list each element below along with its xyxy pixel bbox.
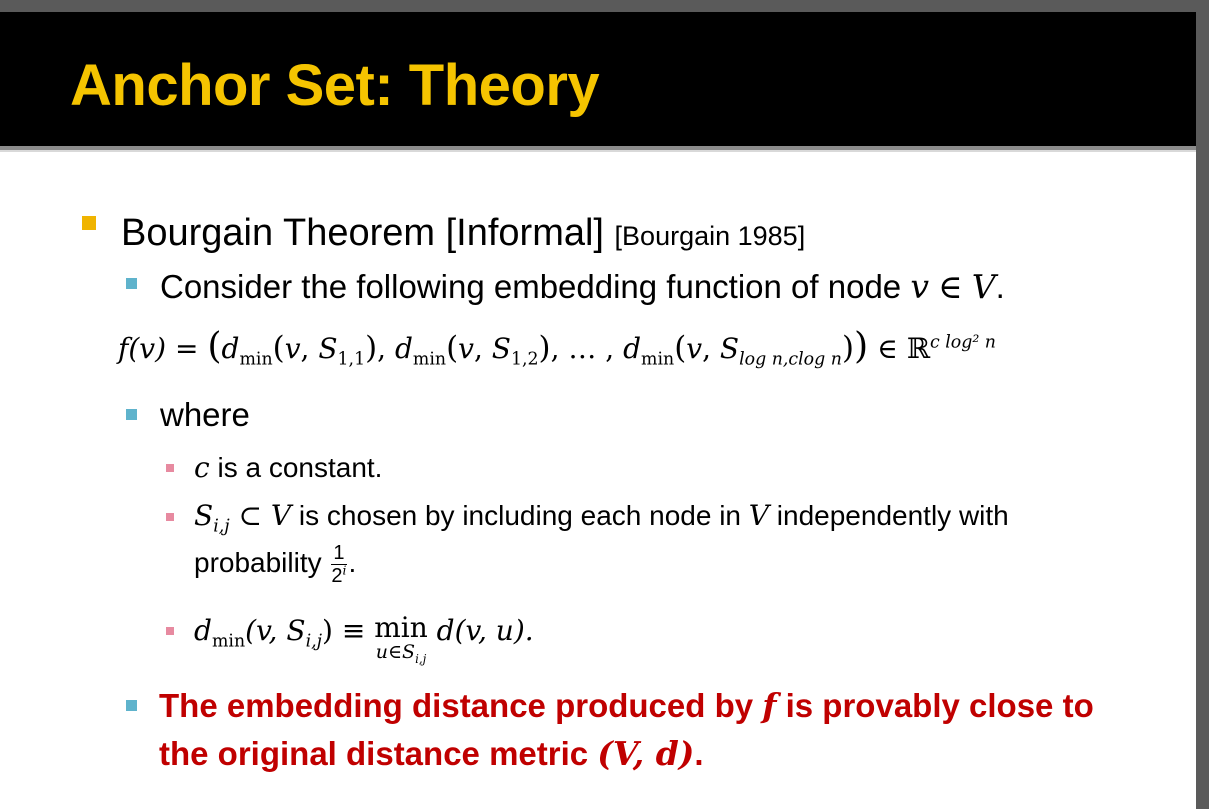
formula-sub-last: log n,clog n bbox=[739, 349, 842, 370]
conclusion-text-1a: The embedding distance produced by bbox=[159, 687, 763, 724]
conclusion-f: f bbox=[762, 686, 777, 725]
dmin-open: (v, bbox=[245, 614, 287, 647]
math-node-v: v bbox=[910, 267, 929, 306]
formula-s-3: S bbox=[719, 332, 740, 365]
min-op-under-sub: i,j bbox=[415, 651, 427, 666]
math-c: c bbox=[194, 451, 210, 484]
bullet-square-icon bbox=[166, 627, 174, 635]
min-op-label: min bbox=[374, 611, 428, 644]
formula-v-3: v bbox=[686, 332, 703, 365]
consider-period: . bbox=[995, 268, 1005, 305]
where-label: where bbox=[160, 396, 250, 433]
chosen-line-2 bbox=[194, 542, 356, 587]
theorem-citation: [Bourgain 1985] bbox=[614, 221, 806, 251]
formula-v-1: v bbox=[284, 332, 301, 365]
bullet-square-icon bbox=[82, 216, 96, 230]
probability-fraction bbox=[331, 542, 346, 587]
bullet-square-icon bbox=[166, 513, 174, 521]
formula-f: f bbox=[118, 332, 129, 365]
formula-real-space: ∈ ℝ bbox=[877, 332, 930, 365]
math-v: V bbox=[270, 499, 292, 532]
formula-ellipsis: … bbox=[568, 332, 597, 365]
formula-equals: = bbox=[174, 332, 199, 365]
math-set-v: V bbox=[971, 267, 996, 306]
conclusion-text-2a: the original distance metric bbox=[159, 735, 598, 772]
title-divider-light bbox=[0, 150, 1196, 152]
fraction-denominator bbox=[331, 562, 347, 587]
chosen-text: is chosen by including each node in bbox=[291, 500, 749, 531]
fraction-den-base: 2 bbox=[331, 565, 343, 587]
conclusion-metric: (V, d) bbox=[597, 734, 695, 773]
math-element-of: ∈ bbox=[938, 267, 963, 306]
dmin-close: ) bbox=[322, 614, 333, 647]
min-op-under bbox=[374, 641, 428, 666]
bullet-square-icon bbox=[166, 464, 174, 472]
formula-dmin-1: d bbox=[221, 332, 240, 365]
constant-line bbox=[194, 451, 382, 484]
min-operator bbox=[374, 611, 428, 666]
chosen-text-2: independently with bbox=[769, 500, 1009, 531]
dmin-s-sub: i,j bbox=[305, 631, 323, 652]
slide-title: Anchor Set: Theory bbox=[70, 53, 600, 118]
formula-dmin-2: d bbox=[394, 332, 413, 365]
dmin-d: d bbox=[194, 614, 212, 647]
min-op-under-text: u∈S bbox=[375, 641, 416, 663]
consider-text: Consider the following embedding function of node bbox=[160, 268, 911, 305]
consider-line bbox=[160, 267, 1005, 306]
bullet-square-icon bbox=[126, 409, 137, 420]
bullet-square-icon bbox=[126, 278, 137, 289]
probability-period: . bbox=[348, 546, 357, 578]
formula-sub-2: 1,2 bbox=[510, 349, 539, 370]
formula-arg: (v) bbox=[128, 332, 167, 365]
math-s-sub: i,j bbox=[213, 516, 230, 537]
formula-min-sub-1: min bbox=[239, 349, 273, 370]
formula-min-sub-3: min bbox=[641, 349, 675, 370]
formula-s-1: S bbox=[318, 332, 338, 365]
bullet-square-icon bbox=[126, 700, 137, 711]
math-v-2: V bbox=[748, 499, 770, 532]
constant-text: is a constant. bbox=[209, 452, 383, 483]
fraction-numerator: 1 bbox=[333, 542, 345, 564]
slide bbox=[0, 12, 1196, 809]
chosen-line-1 bbox=[194, 499, 1009, 537]
dmin-s: S bbox=[286, 614, 306, 647]
math-s: S bbox=[194, 499, 214, 532]
embedding-formula: $f(v) = (d_{min}(v$, $S_{1,1}$), $d_{min}(v$, $S_{1,2}$), … , $d_{min}(v$, $S_{log n,clog n}$)) ∈ ℝ$^{c log^2 n}$ bbox=[118, 324, 996, 370]
formula-dmin-3: d bbox=[623, 332, 642, 365]
conclusion-period: . bbox=[694, 735, 704, 772]
probability-label: probability bbox=[194, 546, 330, 578]
dmin-equiv: ≡ bbox=[332, 614, 375, 647]
theorem-heading bbox=[121, 212, 805, 255]
conclusion-text-1b: is provably close to bbox=[776, 687, 1094, 724]
conclusion-line-2 bbox=[159, 734, 704, 773]
formula-sub-1: 1,1 bbox=[337, 349, 366, 370]
formula-dimension: c log² n bbox=[929, 332, 996, 353]
formula-s-2: S bbox=[491, 332, 511, 365]
dmin-rest: d(v, u). bbox=[427, 614, 534, 647]
formula-min-sub-2: min bbox=[412, 349, 447, 370]
math-subset: ⊂ bbox=[229, 499, 271, 532]
dmin-sub: min bbox=[211, 631, 246, 652]
dmin-definition bbox=[194, 611, 534, 666]
conclusion-line-1 bbox=[159, 686, 1094, 725]
fraction-den-exponent: i bbox=[342, 562, 347, 578]
theorem-label: Bourgain Theorem [Informal] bbox=[121, 212, 604, 254]
formula-v-2: v bbox=[458, 332, 474, 365]
